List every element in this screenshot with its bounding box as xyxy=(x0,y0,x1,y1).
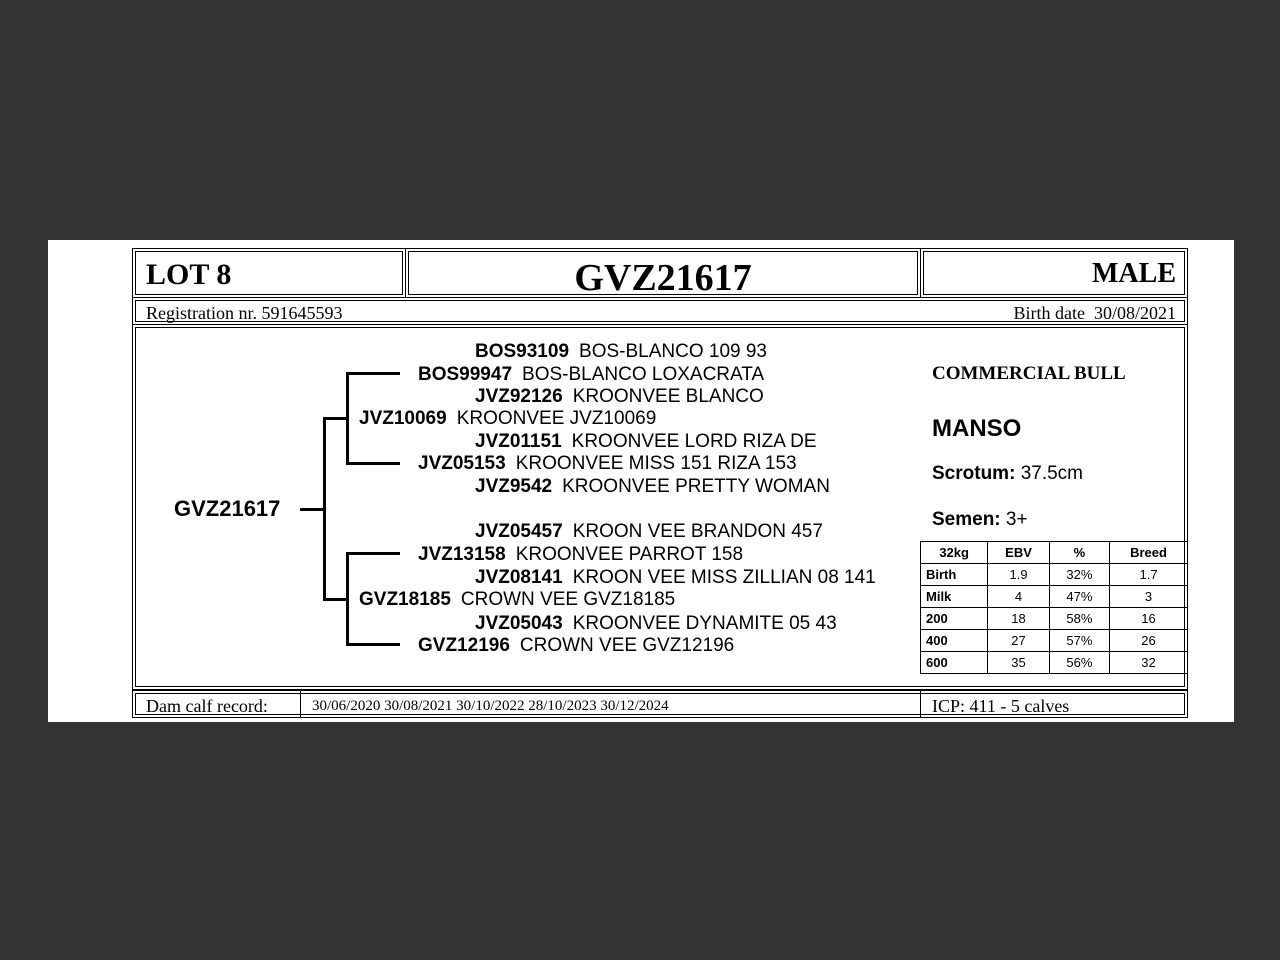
table-row: 400 27 57% 26 xyxy=(921,630,1188,652)
animal-id: GVZ21617 xyxy=(574,257,752,299)
table-row: Milk 4 47% 3 xyxy=(921,586,1188,608)
sire-vertical xyxy=(346,372,349,465)
sire-sire-dam: JVZ92126 KROONVEE BLANCO xyxy=(475,386,764,407)
sire: JVZ10069 KROONVEE JVZ10069 xyxy=(359,408,657,429)
sire-sire: BOS99947 BOS-BLANCO LOXACRATA xyxy=(418,364,765,385)
animal-name: MANSO xyxy=(932,415,1022,442)
dam-sire-dam: JVZ08141 KROON VEE MISS ZILLIAN 08 141 xyxy=(475,567,876,588)
sex-cell xyxy=(923,251,1185,295)
sire-dam-sire: JVZ01151 KROONVEE LORD RIZA DE xyxy=(475,431,817,452)
pedigree-root: GVZ21617 xyxy=(174,496,281,521)
ebv-header: 32kg xyxy=(921,542,988,564)
sire-dam-dam: JVZ9542 KROONVEE PRETTY WOMAN xyxy=(475,476,830,497)
semen-stat: Semen: 3+ xyxy=(932,509,1028,530)
divider xyxy=(920,691,921,717)
sex: MALE xyxy=(1092,258,1176,289)
table-row: 200 18 58% 16 xyxy=(921,608,1188,630)
lot-cell xyxy=(135,251,403,295)
ebv-table xyxy=(920,541,1188,674)
root-vertical xyxy=(323,417,326,601)
divider xyxy=(300,691,301,717)
dam-connector xyxy=(323,598,347,601)
registration-row xyxy=(135,300,1185,322)
sire-connector xyxy=(323,417,347,420)
animal-id-cell xyxy=(408,251,918,299)
ebv-header: % xyxy=(1049,542,1109,564)
birth-date: Birth date 30/08/2021 xyxy=(1013,303,1176,323)
sire-dam-connector xyxy=(346,462,400,465)
dam-dam-connector xyxy=(346,643,400,646)
root-connector xyxy=(300,508,324,511)
sire-dam: JVZ05153 KROONVEE MISS 151 RIZA 153 xyxy=(418,453,797,474)
dam: GVZ18185 CROWN VEE GVZ18185 xyxy=(359,589,676,610)
dam-sire-connector xyxy=(346,552,400,555)
dam-calf-dates: 30/06/2020 30/08/2021 30/10/2022 28/10/2023 30/12/2024 xyxy=(312,698,669,714)
table-row: 600 35 56% 32 xyxy=(921,652,1188,674)
animal-category: COMMERCIAL BULL xyxy=(932,363,1126,384)
dam-calf-record-row xyxy=(135,693,1185,715)
dam-dam: GVZ12196 CROWN VEE GVZ12196 xyxy=(418,635,735,656)
dam-calf-record-label: Dam calf record: xyxy=(146,696,268,716)
icp-summary: ICP: 411 - 5 calves xyxy=(932,696,1070,716)
scrotum-stat: Scrotum: 37.5cm xyxy=(932,463,1083,484)
ebv-header-row xyxy=(921,542,1188,564)
dam-sire: JVZ13158 KROONVEE PARROT 158 xyxy=(418,544,744,565)
dam-sire-sire: JVZ05457 KROON VEE BRANDON 457 xyxy=(475,521,823,542)
lot-number: LOT 8 xyxy=(146,258,232,291)
dam-dam-sire: JVZ05043 KROONVEE DYNAMITE 05 43 xyxy=(475,613,837,634)
sire-sire-connector xyxy=(346,372,400,375)
ebv-header: Breed xyxy=(1110,542,1188,564)
registration-number: Registration nr. 591645593 xyxy=(146,303,343,323)
ebv-header: EBV xyxy=(988,542,1049,564)
table-row: Birth 1.9 32% 1.7 xyxy=(921,564,1188,586)
dam-vertical xyxy=(346,552,349,646)
sire-sire-sire: BOS93109 BOS-BLANCO 109 93 xyxy=(475,341,767,362)
